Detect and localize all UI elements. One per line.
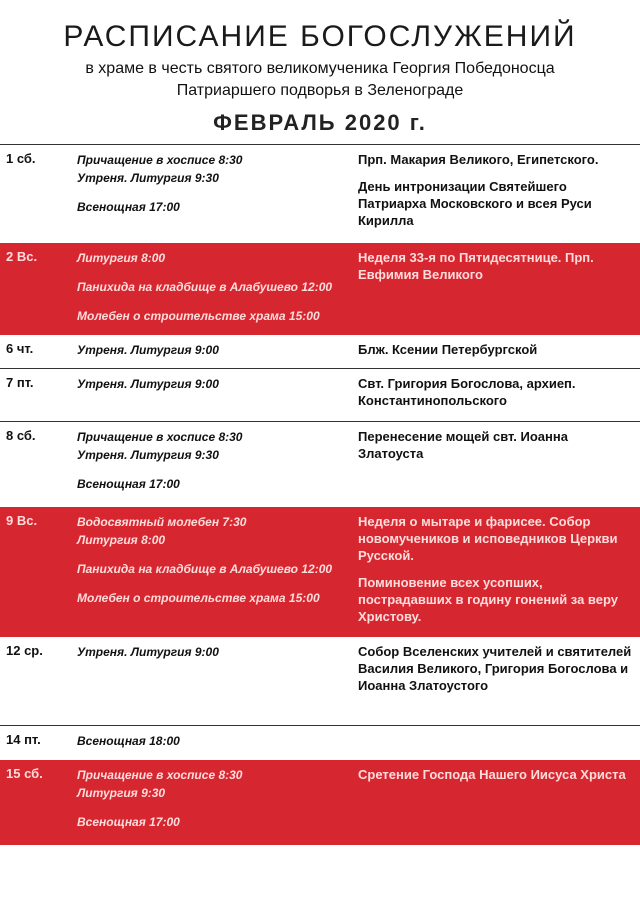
schedule-row xyxy=(0,637,640,725)
feast-item: Поминовение всех усопших, пострадавших в годину гонений за веру Христову. xyxy=(358,575,618,624)
month-heading: ФЕВРАЛЬ 2020 г. xyxy=(213,110,427,135)
row-day: 8 сб. xyxy=(6,428,36,443)
row-day: 12 ср. xyxy=(6,643,43,658)
row-feasts xyxy=(358,341,633,358)
row-feasts xyxy=(358,249,633,283)
service-item: Утреня. Литургия 9:00 xyxy=(77,343,219,357)
row-day: 7 пт. xyxy=(6,375,34,390)
service-item: Утреня. Литургия 9:00 xyxy=(77,645,219,659)
row-services xyxy=(77,341,347,359)
service-item: Панихида на кладбище в Алабушево 12:00 xyxy=(77,562,333,576)
church-location: Патриаршего подворья в Зеленограде xyxy=(176,82,464,99)
row-services xyxy=(77,643,347,661)
schedule-row-highlighted xyxy=(0,243,640,335)
row-feasts xyxy=(358,643,633,694)
feast-item: Прп. Макария Великого, Египетского. xyxy=(358,152,599,167)
feast-item: Сретение Господа Нашего Иисуса Христа xyxy=(358,767,626,782)
church-name: в храме в честь святого великомученика Георгия Победоносца xyxy=(85,60,555,77)
service-item: Всенощная 17:00 xyxy=(77,815,180,829)
service-item: Молебен о строительстве храма 15:00 xyxy=(77,309,320,323)
service-item: Всенощная 17:00 xyxy=(77,200,180,214)
schedule-row xyxy=(0,725,640,760)
service-item: Водосвятный молебен 7:30 xyxy=(77,515,247,529)
service-item: Утреня. Литургия 9:30 xyxy=(77,448,219,462)
schedule-row xyxy=(0,368,640,421)
row-services xyxy=(77,249,347,325)
service-item: Литургия 9:30 xyxy=(77,786,166,800)
feast-item: Неделя 33-я по Пятидесятнице. Прп. Евфимия Великого xyxy=(358,250,594,282)
row-day: 15 сб. xyxy=(6,766,43,781)
schedule-row xyxy=(0,421,640,507)
row-feasts xyxy=(358,151,633,229)
row-day: 1 сб. xyxy=(6,151,36,166)
service-item: Всенощная 18:00 xyxy=(77,734,180,748)
feast-item: Перенесение мощей свт. Иоанна Златоуста xyxy=(358,429,568,461)
row-services xyxy=(77,513,347,607)
row-services xyxy=(77,732,347,750)
service-item: Утреня. Литургия 9:30 xyxy=(77,171,219,185)
row-services xyxy=(77,766,347,831)
row-feasts xyxy=(358,766,633,783)
feast-item: Свт. Григория Богослова, архиеп. Константинопольского xyxy=(358,376,576,408)
row-services xyxy=(77,428,347,493)
service-item: Панихида на кладбище в Алабушево 12:00 xyxy=(77,280,333,294)
schedule-table xyxy=(0,144,640,845)
service-item: Утреня. Литургия 9:00 xyxy=(77,377,219,391)
row-day: 2 Вс. xyxy=(6,249,38,264)
service-item: Причащение в хосписе 8:30 xyxy=(77,153,243,167)
row-services xyxy=(77,151,347,216)
feast-item: Блж. Ксении Петербургской xyxy=(358,342,538,357)
feast-item: Неделя о мытаре и фарисее. Собор новомучеников и исповедников Церкви Русской. xyxy=(358,514,618,563)
service-item: Молебен о строительстве храма 15:00 xyxy=(77,591,320,605)
row-day: 6 чт. xyxy=(6,341,34,356)
schedule-row-highlighted xyxy=(0,760,640,845)
row-services xyxy=(77,375,347,393)
service-item: Литургия 8:00 xyxy=(77,251,166,265)
schedule-row xyxy=(0,335,640,368)
row-feasts xyxy=(358,513,633,625)
row-day: 9 Вс. xyxy=(6,513,38,528)
service-item: Причащение в хосписе 8:30 xyxy=(77,768,243,782)
page-title: РАСПИСАНИЕ БОГОСЛУЖЕНИЙ xyxy=(63,20,577,53)
schedule-row-highlighted xyxy=(0,507,640,637)
row-feasts xyxy=(358,428,633,462)
row-day: 14 пт. xyxy=(6,732,41,747)
row-feasts xyxy=(358,375,633,409)
feast-item: День интронизации Святейшего Патриарха Московского и всея Руси Кирилла xyxy=(358,179,592,228)
service-item: Всенощная 17:00 xyxy=(77,477,180,491)
service-item: Причащение в хосписе 8:30 xyxy=(77,430,243,444)
schedule-row xyxy=(0,144,640,243)
feast-item: Собор Вселенских учителей и святителей Василия Великого, Григория Богослова и Иоанна Златоустого xyxy=(358,644,632,693)
service-item: Литургия 8:00 xyxy=(77,533,166,547)
